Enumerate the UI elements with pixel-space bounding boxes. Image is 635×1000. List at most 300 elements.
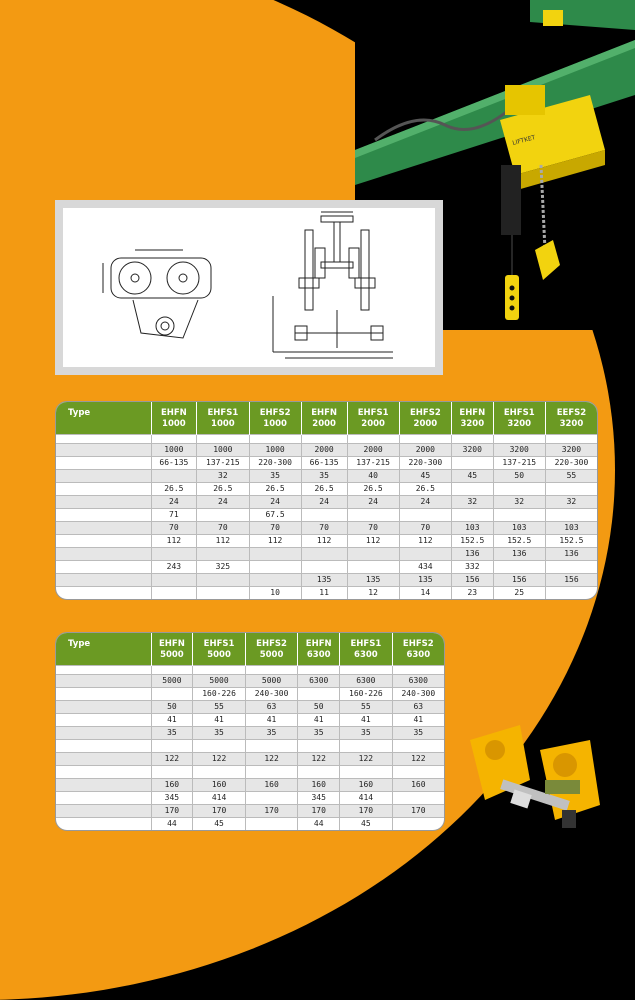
table-cell	[347, 508, 399, 521]
table-cell	[392, 765, 444, 778]
model-name: EHFN	[305, 639, 332, 649]
table-cell: 122	[193, 752, 246, 765]
table-cell: 160	[245, 778, 298, 791]
model-column-header	[301, 402, 347, 434]
table-cell: 5000	[193, 674, 246, 687]
table-cell: 137-215	[493, 456, 545, 469]
table-cell: 3200	[452, 443, 494, 456]
table-cell	[151, 687, 193, 700]
table-row	[56, 778, 444, 791]
table-cell: 160	[392, 778, 444, 791]
table-cell	[249, 434, 301, 443]
table-cell: 24	[301, 495, 347, 508]
table-cell: 24	[347, 495, 399, 508]
table-cell	[298, 765, 340, 778]
table-cell: 103	[452, 521, 494, 534]
table-cell: 12	[347, 586, 399, 599]
model-column-header	[151, 633, 193, 665]
table-cell: 137-215	[347, 456, 399, 469]
row-label-cell	[56, 482, 151, 495]
table-cell: 112	[249, 534, 301, 547]
table-cell: 50	[151, 700, 193, 713]
table-cell: 325	[197, 560, 249, 573]
table-cell	[298, 739, 340, 752]
model-column-header	[340, 633, 393, 665]
model-name: EHFS2	[256, 639, 287, 649]
table-cell: 434	[399, 560, 451, 573]
row-label-cell	[56, 687, 151, 700]
table-cell: 41	[298, 713, 340, 726]
table-cell	[392, 665, 444, 674]
table-cell	[245, 791, 298, 804]
table-cell	[545, 482, 597, 495]
table-cell: 63	[392, 700, 444, 713]
table-cell: 135	[301, 573, 347, 586]
table-cell: 103	[493, 521, 545, 534]
table-cell: 41	[245, 713, 298, 726]
table-cell	[340, 765, 393, 778]
table-cell	[452, 434, 494, 443]
row-label-cell	[56, 726, 151, 739]
table-cell: 14	[399, 586, 451, 599]
table-cell	[298, 665, 340, 674]
table-cell	[545, 586, 597, 599]
trolley-dimension-drawing	[63, 208, 435, 367]
table-cell	[151, 765, 193, 778]
row-label-cell	[56, 752, 151, 765]
table-cell	[193, 665, 246, 674]
table-row	[56, 726, 444, 739]
model-capacity: 5000	[160, 650, 184, 660]
table-cell	[493, 434, 545, 443]
model-capacity: 2000	[361, 419, 385, 429]
table-cell: 26.5	[301, 482, 347, 495]
row-label-cell	[56, 456, 151, 469]
row-label-cell	[56, 791, 151, 804]
table2-grid	[56, 633, 444, 830]
table-cell: 1000	[151, 443, 197, 456]
table-cell: 45	[193, 817, 246, 830]
model-capacity: 6300	[306, 650, 331, 660]
table-row	[56, 586, 597, 599]
table-cell	[392, 791, 444, 804]
model-capacity: 5000	[259, 650, 284, 660]
table-row	[56, 765, 444, 778]
table-cell: 414	[340, 791, 393, 804]
table-cell: 156	[452, 573, 494, 586]
table-cell	[197, 508, 249, 521]
table-cell: 44	[151, 817, 193, 830]
model-name: EHFS1	[350, 639, 382, 649]
table-cell	[249, 547, 301, 560]
table-cell: 32	[545, 495, 597, 508]
model-column-header	[249, 402, 301, 434]
model-capacity: 2000	[413, 419, 438, 429]
model-name: EHFS1	[207, 408, 239, 418]
table-cell	[399, 508, 451, 521]
table-cell: 220-300	[399, 456, 451, 469]
table-cell: 2000	[301, 443, 347, 456]
table-cell: 32	[493, 495, 545, 508]
table-cell: 2000	[399, 443, 451, 456]
table-cell: 24	[399, 495, 451, 508]
table-row	[56, 791, 444, 804]
row-label-cell	[56, 469, 151, 482]
table-cell: 170	[392, 804, 444, 817]
table-cell	[493, 508, 545, 521]
table-cell	[452, 456, 494, 469]
table-cell: 345	[298, 791, 340, 804]
table-cell	[399, 547, 451, 560]
model-name: EHFS2	[409, 408, 441, 418]
table-cell: 345	[151, 791, 193, 804]
table-cell: 70	[347, 521, 399, 534]
model-name: EHFN	[158, 639, 185, 649]
row-label-cell	[56, 495, 151, 508]
table-cell: 160	[298, 778, 340, 791]
table-cell: 112	[197, 534, 249, 547]
table-cell	[399, 434, 451, 443]
table-cell	[151, 665, 193, 674]
table-cell: 112	[151, 534, 197, 547]
table-cell: 41	[340, 713, 393, 726]
table-cell: 35	[151, 726, 193, 739]
table-cell	[151, 469, 197, 482]
table-cell: 136	[545, 547, 597, 560]
row-label-cell	[56, 665, 151, 674]
table-cell: 112	[301, 534, 347, 547]
table-cell: 24	[249, 495, 301, 508]
table-cell: 152.5	[545, 534, 597, 547]
model-name: EHFS1	[203, 639, 235, 649]
table-cell: 25	[493, 586, 545, 599]
table-cell: 67.5	[249, 508, 301, 521]
table-cell	[392, 817, 444, 830]
spec-table-5000-6300	[55, 632, 445, 831]
table-cell: 220-300	[545, 456, 597, 469]
spec-table-1000-3200	[55, 401, 598, 600]
table-cell	[301, 508, 347, 521]
table-cell	[193, 765, 246, 778]
table-cell: 26.5	[347, 482, 399, 495]
table-cell: 170	[298, 804, 340, 817]
table-row	[56, 573, 597, 586]
table-cell: 156	[545, 573, 597, 586]
table-cell	[197, 586, 249, 599]
row-label-cell	[56, 547, 151, 560]
row-label-cell	[56, 713, 151, 726]
table-cell	[151, 739, 193, 752]
table-cell: 32	[197, 469, 249, 482]
table-cell: 55	[193, 700, 246, 713]
table1-grid	[56, 402, 597, 599]
row-label-cell	[56, 573, 151, 586]
model-column-header	[298, 633, 340, 665]
model-column-header	[193, 633, 246, 665]
table-cell: 135	[347, 573, 399, 586]
table-cell	[347, 547, 399, 560]
row-label-cell	[56, 521, 151, 534]
table-cell: 63	[245, 700, 298, 713]
row-label-cell	[56, 674, 151, 687]
table-cell: 170	[340, 804, 393, 817]
table-cell	[197, 573, 249, 586]
table-cell	[245, 739, 298, 752]
table-cell: 135	[399, 573, 451, 586]
table-row	[56, 752, 444, 765]
model-column-header	[197, 402, 249, 434]
table-cell: 32	[452, 495, 494, 508]
table-cell	[545, 560, 597, 573]
model-name: EHFS2	[402, 639, 434, 649]
model-column-header	[545, 402, 597, 434]
model-column-header	[452, 402, 494, 434]
table-cell: 103	[545, 521, 597, 534]
table-cell: 70	[151, 521, 197, 534]
table-cell: 23	[452, 586, 494, 599]
table-cell: 66-135	[151, 456, 197, 469]
table-cell	[249, 573, 301, 586]
table-cell: 35	[392, 726, 444, 739]
beam-trolley-photo	[460, 720, 610, 840]
table-cell	[452, 508, 494, 521]
table-cell: 160-226	[340, 687, 393, 700]
table-cell: 26.5	[151, 482, 197, 495]
table-cell	[301, 547, 347, 560]
model-column-header	[493, 402, 545, 434]
model-name: EHFN	[311, 408, 338, 418]
table-cell: 35	[193, 726, 246, 739]
table-cell: 35	[298, 726, 340, 739]
table-cell: 5000	[245, 674, 298, 687]
table-row	[56, 534, 597, 547]
table-cell	[493, 560, 545, 573]
table-cell	[151, 573, 197, 586]
type-header: Type	[56, 633, 151, 665]
table-cell: 10	[249, 586, 301, 599]
table-cell: 71	[151, 508, 197, 521]
model-name: EHFS1	[357, 408, 389, 418]
row-label-cell	[56, 700, 151, 713]
model-name: EHFS1	[503, 408, 535, 418]
row-label-cell	[56, 508, 151, 521]
table-cell	[340, 665, 393, 674]
table-cell	[151, 586, 197, 599]
table-cell: 137-215	[197, 456, 249, 469]
table-cell: 112	[399, 534, 451, 547]
table-cell: 136	[493, 547, 545, 560]
table-row	[56, 817, 444, 830]
table-row	[56, 674, 444, 687]
model-column-header	[151, 402, 197, 434]
table-cell: 152.5	[452, 534, 494, 547]
table-cell: 41	[193, 713, 246, 726]
table-cell: 170	[193, 804, 246, 817]
table-cell: 6300	[340, 674, 393, 687]
model-capacity: 6300	[406, 650, 431, 660]
table-cell: 170	[245, 804, 298, 817]
table-cell: 41	[151, 713, 193, 726]
model-column-header	[399, 402, 451, 434]
table-cell: 243	[151, 560, 197, 573]
table-cell	[452, 482, 494, 495]
table-cell: 6300	[298, 674, 340, 687]
table-cell	[301, 434, 347, 443]
table-row	[56, 443, 597, 456]
model-capacity: 3200	[559, 419, 584, 429]
table-cell: 122	[298, 752, 340, 765]
model-column-header	[392, 633, 444, 665]
table-cell: 240-300	[245, 687, 298, 700]
table-cell: 156	[493, 573, 545, 586]
model-capacity: 3200	[507, 419, 532, 429]
table-cell: 170	[151, 804, 193, 817]
model-name: EHFN	[160, 408, 187, 418]
table-cell	[392, 739, 444, 752]
table-row	[56, 495, 597, 508]
table-cell: 45	[340, 817, 393, 830]
table-cell: 55	[340, 700, 393, 713]
table-row	[56, 508, 597, 521]
table-cell: 66-135	[301, 456, 347, 469]
table-cell: 3200	[493, 443, 545, 456]
table-row	[56, 665, 444, 674]
table-cell: 44	[298, 817, 340, 830]
row-label-cell	[56, 560, 151, 573]
model-capacity: 1000	[263, 419, 287, 429]
row-label-cell	[56, 817, 151, 830]
table-row	[56, 521, 597, 534]
table-cell: 136	[452, 547, 494, 560]
table-row	[56, 739, 444, 752]
row-label-cell	[56, 739, 151, 752]
table-cell	[298, 687, 340, 700]
table-cell: 122	[245, 752, 298, 765]
table-cell	[545, 508, 597, 521]
table-row	[56, 687, 444, 700]
table-cell: 35	[340, 726, 393, 739]
table-cell	[245, 765, 298, 778]
model-capacity: 5000	[207, 650, 231, 660]
table-cell: 122	[151, 752, 193, 765]
table-row	[56, 700, 444, 713]
model-column-header	[347, 402, 399, 434]
table-cell: 26.5	[399, 482, 451, 495]
table-cell: 1000	[249, 443, 301, 456]
table-cell: 35	[245, 726, 298, 739]
table-cell	[245, 817, 298, 830]
table-cell: 220-300	[249, 456, 301, 469]
table-cell	[340, 739, 393, 752]
row-label-cell	[56, 434, 151, 443]
table-cell: 160	[193, 778, 246, 791]
table-cell: 332	[452, 560, 494, 573]
table-cell	[347, 560, 399, 573]
table-cell: 6300	[392, 674, 444, 687]
row-label-cell	[56, 443, 151, 456]
table-cell: 41	[392, 713, 444, 726]
table-cell: 160	[151, 778, 193, 791]
table-row	[56, 456, 597, 469]
table-cell	[193, 739, 246, 752]
table-cell: 5000	[151, 674, 193, 687]
hoist-brand-label: LIFTKET	[511, 134, 537, 147]
table-cell: 50	[298, 700, 340, 713]
table-cell: 112	[347, 534, 399, 547]
table-row	[56, 547, 597, 560]
table-row	[56, 804, 444, 817]
row-label-cell	[56, 586, 151, 599]
table-cell: 122	[392, 752, 444, 765]
table-cell: 70	[197, 521, 249, 534]
table-cell: 45	[452, 469, 494, 482]
row-label-cell	[56, 804, 151, 817]
table-row	[56, 469, 597, 482]
table-cell	[197, 434, 249, 443]
table-cell	[151, 434, 197, 443]
table-cell: 35	[249, 469, 301, 482]
table-cell: 70	[249, 521, 301, 534]
table-cell: 24	[151, 495, 197, 508]
table-cell: 122	[340, 752, 393, 765]
table-cell: 160	[340, 778, 393, 791]
table-cell	[245, 665, 298, 674]
table-cell	[347, 434, 399, 443]
table-cell: 55	[545, 469, 597, 482]
model-name: EHFN	[459, 408, 486, 418]
table-cell: 2000	[347, 443, 399, 456]
table-cell	[545, 434, 597, 443]
row-label-cell	[56, 765, 151, 778]
model-capacity: 2000	[312, 419, 336, 429]
table-cell: 414	[193, 791, 246, 804]
model-column-header	[245, 633, 298, 665]
row-label-cell	[56, 534, 151, 547]
table-cell	[197, 547, 249, 560]
table-cell: 50	[493, 469, 545, 482]
model-name: EEFS2	[556, 408, 587, 418]
table-cell: 70	[301, 521, 347, 534]
table-cell: 26.5	[197, 482, 249, 495]
model-capacity: 1000	[162, 419, 186, 429]
model-capacity: 1000	[211, 419, 235, 429]
table-cell	[493, 482, 545, 495]
table-cell: 24	[197, 495, 249, 508]
table-row	[56, 434, 597, 443]
row-label-cell	[56, 778, 151, 791]
technical-drawing-panel	[55, 200, 443, 375]
table-cell: 160-226	[193, 687, 246, 700]
table-cell: 11	[301, 586, 347, 599]
table-cell: 240-300	[392, 687, 444, 700]
table-cell: 3200	[545, 443, 597, 456]
type-header: Type	[56, 402, 151, 434]
table-cell: 45	[399, 469, 451, 482]
table-row	[56, 560, 597, 573]
model-capacity: 6300	[354, 650, 378, 660]
table-cell	[249, 560, 301, 573]
model-capacity: 3200	[460, 419, 485, 429]
table-row	[56, 482, 597, 495]
table-cell: 40	[347, 469, 399, 482]
model-name: EHFS2	[259, 408, 291, 418]
table-cell: 152.5	[493, 534, 545, 547]
table-cell: 1000	[197, 443, 249, 456]
table-cell	[301, 560, 347, 573]
table-row	[56, 713, 444, 726]
table-cell: 70	[399, 521, 451, 534]
table-cell: 35	[301, 469, 347, 482]
